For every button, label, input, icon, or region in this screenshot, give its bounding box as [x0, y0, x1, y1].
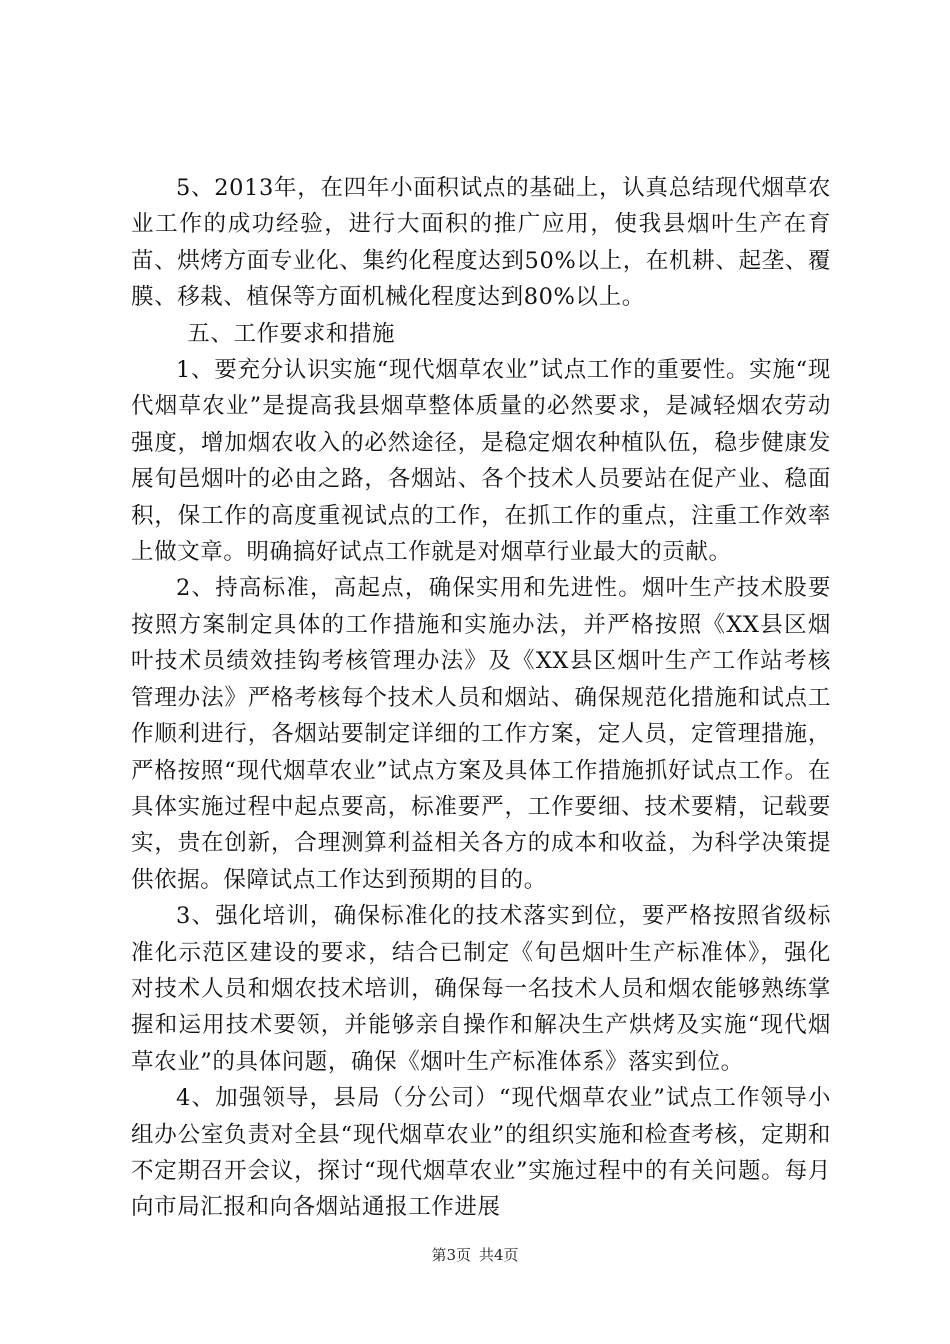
page-number: 第3页 [431, 1246, 471, 1264]
paragraph-measure-2: 2、持高标准，高起点，确保实用和先进性。烟叶生产技术股要按照方案制定具体的工作措施和实施办法，并严格按照《XX县区烟叶技术员绩效挂钩考核管理办法》及《XX县区烟叶生产工作站考核管理办法》严格考核每个技术人员和烟站、确保规范化措施和试点工作顺利进行，各烟站要制定详细的工作方案，定人员，定管理措施，严格按照“现代烟草农业”试点方案及具体工作措施抓好试点工作。在具体实施过程中起点要高，标准要严，工作要细、技术要精，记载要实，贵在创新，合理测算利益相关各方的成本和收益，为科学决策提供依据。保障试点工作达到预期的目的。 [131, 575, 831, 893]
document-body [131, 170, 831, 1226]
paragraph-item-5: 5、2013年，在四年小面积试点的基础上，认真总结现代烟草农业工作的成功经验，进行大面积的推广应用，使我县烟叶生产在育苗、烘烤方面专业化、集约化程度达到50%以上，在机耕、起垄、覆膜、移栽、植保等方面机械化程度达到80%以上。 [131, 175, 831, 311]
section-heading: 五、工作要求和措施 [187, 320, 396, 347]
paragraph-measure-3: 3、强化培训，确保标准化的技术落实到位，要严格按照省级标准化示范区建设的要求，结合已制定《旬邑烟叶生产标准体》，强化对技术人员和烟农技术培训，确保每一名技术人员和烟农能够熟练掌握和运用技术要领，并能够亲自操作和解决生产烘烤及实施“现代烟草农业”的具体问题，确保《烟叶生产标准体系》落实到位。 [131, 903, 831, 1075]
paragraph-measure-4: 4、加强领导，县局（分公司）“现代烟草农业”试点工作领导小组办公室负责对全县“现代烟草农业”的组织实施和检查考核，定期和不定期召开会议，探讨“现代烟草农业”实施过程中的有关问题。每月向市局汇报和向各烟站通报工作进展 [131, 1085, 831, 1221]
paragraph-measure-1: 1、要充分认识实施“现代烟草农业”试点工作的重要性。实施“现代烟草农业”是提高我县烟草整体质量的必然要求，是减轻烟农劳动强度，增加烟农收入的必然途径，是稳定烟农种植队伍，稳步健康发展旬邑烟叶的必由之路，各烟站、各个技术人员要站在促产业、稳面积，保工作的高度重视试点的工作，在抓工作的重点，注重工作效率上做文章。明确搞好试点工作就是对烟草行业最大的贡献。 [131, 357, 831, 566]
page-footer [0, 1244, 950, 1266]
page-total: 共4页 [479, 1246, 519, 1264]
